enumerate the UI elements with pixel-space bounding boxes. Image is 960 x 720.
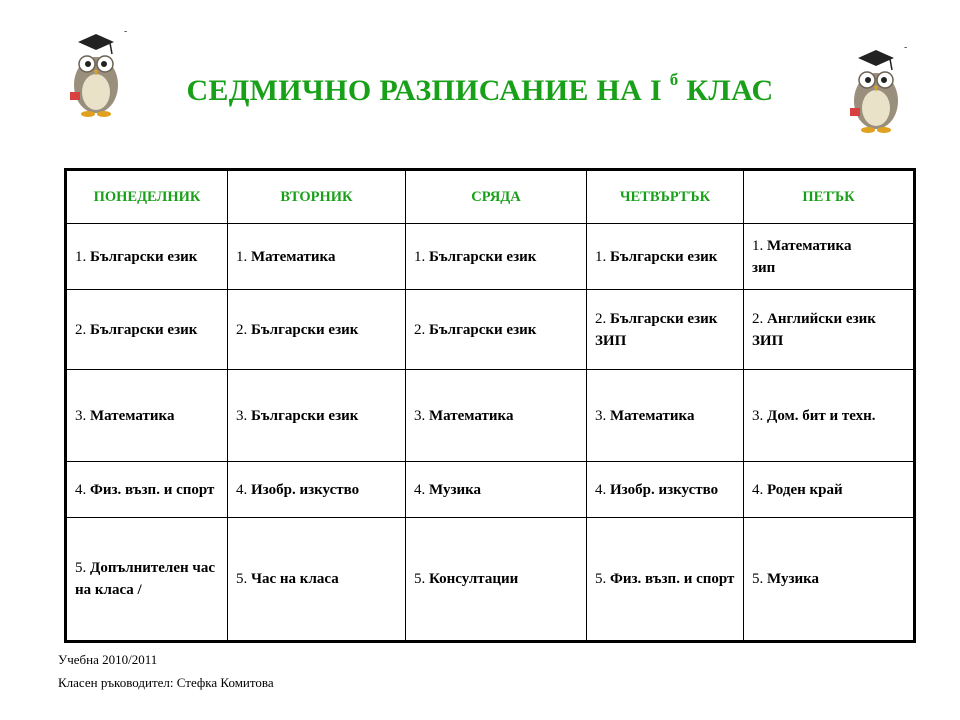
lesson-cell	[587, 290, 744, 370]
lesson-subject: Математика	[251, 248, 336, 265]
lesson-subject: Български език	[90, 248, 198, 265]
lesson-cell	[66, 370, 228, 462]
lesson-number: 2.	[75, 321, 87, 338]
lesson-number: 5.	[752, 571, 764, 587]
lesson-cell	[744, 462, 915, 518]
lesson-subject: Математика	[610, 407, 695, 424]
day-header: СРЯДА	[406, 170, 587, 224]
lesson-number: 1.	[75, 248, 87, 265]
lesson-subject: Български език	[610, 310, 718, 327]
lesson-cell	[406, 290, 587, 370]
lesson-number: 2.	[752, 310, 764, 327]
lesson-number: 3.	[595, 407, 607, 424]
lesson-cell	[744, 290, 915, 370]
lesson-cell	[744, 370, 915, 462]
lesson-subject: Изобр. изкуство	[610, 481, 719, 498]
owl-dash-mark: -	[904, 42, 908, 53]
title-main: СЕДМИЧНО РАЗПИСАНИЕ НА I	[186, 74, 662, 107]
table-row	[66, 518, 915, 642]
lesson-number: 5.	[414, 571, 426, 587]
lesson-subject: Час на класа	[251, 571, 339, 587]
lesson-cell	[587, 224, 744, 290]
lesson-subject: Математика	[90, 407, 175, 424]
lesson-subject: Математика	[429, 407, 514, 424]
header-row	[66, 170, 915, 224]
lesson-subject: Консултации	[429, 571, 519, 587]
day-header: ПОНЕДЕЛНИК	[66, 170, 228, 224]
table-row	[66, 224, 915, 290]
lesson-number: 4.	[236, 481, 248, 498]
title-superscript: б	[669, 70, 679, 89]
lesson-extra: зип	[752, 259, 776, 276]
lesson-subject: Български език	[251, 407, 359, 424]
lesson-subject: Допълнителен час на класа /	[75, 560, 216, 598]
table-row	[66, 290, 915, 370]
lesson-cell	[406, 518, 587, 642]
lesson-cell	[228, 462, 406, 518]
lesson-subject: Изобр. изкуство	[251, 481, 360, 498]
page-title	[0, 70, 960, 108]
lesson-cell	[406, 370, 587, 462]
lesson-cell	[587, 462, 744, 518]
lesson-number: 3.	[752, 407, 764, 424]
lesson-cell	[66, 518, 228, 642]
schedule-body	[66, 224, 915, 642]
lesson-number: 5.	[595, 571, 607, 587]
lesson-subject: Български език	[610, 248, 718, 265]
lesson-number: 1.	[595, 248, 607, 265]
lesson-number: 5.	[236, 571, 248, 587]
table-row	[66, 462, 915, 518]
lesson-number: 3.	[236, 407, 248, 424]
lesson-number: 2.	[595, 310, 607, 327]
lesson-cell	[744, 518, 915, 642]
lesson-subject: Музика	[767, 571, 820, 587]
lesson-extra: ЗИП	[595, 332, 627, 349]
lesson-subject: Английски език	[767, 310, 876, 327]
lesson-extra: ЗИП	[752, 332, 784, 349]
lesson-subject: Български език	[90, 321, 198, 338]
lesson-cell	[406, 224, 587, 290]
lesson-number: 1.	[414, 248, 426, 265]
lesson-number: 4.	[752, 481, 764, 498]
lesson-cell	[228, 518, 406, 642]
lesson-cell	[228, 224, 406, 290]
lesson-subject: Български език	[429, 248, 537, 265]
lesson-number: 4.	[414, 481, 426, 498]
lesson-cell	[587, 518, 744, 642]
lesson-cell	[66, 462, 228, 518]
lesson-cell	[744, 224, 915, 290]
lesson-subject: Дом. бит и техн.	[767, 407, 876, 424]
lesson-cell	[587, 370, 744, 462]
lesson-cell	[406, 462, 587, 518]
lesson-number: 2.	[414, 321, 426, 338]
lesson-number: 4.	[75, 481, 87, 498]
lesson-subject: Български език	[429, 321, 537, 338]
lesson-number: 1.	[752, 237, 764, 254]
lesson-number: 3.	[75, 407, 87, 424]
class-teacher: Класен ръководител: Стефка Комитова	[58, 675, 274, 690]
lesson-number: 1.	[236, 248, 248, 265]
lesson-number: 3.	[414, 407, 426, 424]
owl-dash-mark: -	[124, 26, 128, 37]
lesson-cell	[66, 224, 228, 290]
table-row	[66, 370, 915, 462]
lesson-subject: Физ. възп. и спорт	[610, 571, 735, 587]
day-header: ВТОРНИК	[228, 170, 406, 224]
lesson-cell	[228, 370, 406, 462]
lesson-cell	[66, 290, 228, 370]
school-year: Учебна 2010/2011	[58, 652, 158, 667]
lesson-number: 5.	[75, 560, 87, 576]
title-suffix: КЛАС	[686, 74, 774, 107]
lesson-number: 2.	[236, 321, 248, 338]
lesson-subject: Роден край	[767, 481, 843, 498]
lesson-number: 4.	[595, 481, 607, 498]
lesson-subject: Математика	[767, 237, 852, 254]
day-header: ЧЕТВЪРТЪК	[587, 170, 744, 224]
lesson-subject: Български език	[251, 321, 359, 338]
lesson-cell	[228, 290, 406, 370]
schedule-table	[64, 168, 916, 643]
lesson-subject: Физ. възп. и спорт	[90, 481, 215, 498]
day-header: ПЕТЪК	[744, 170, 915, 224]
lesson-subject: Музика	[429, 481, 482, 498]
